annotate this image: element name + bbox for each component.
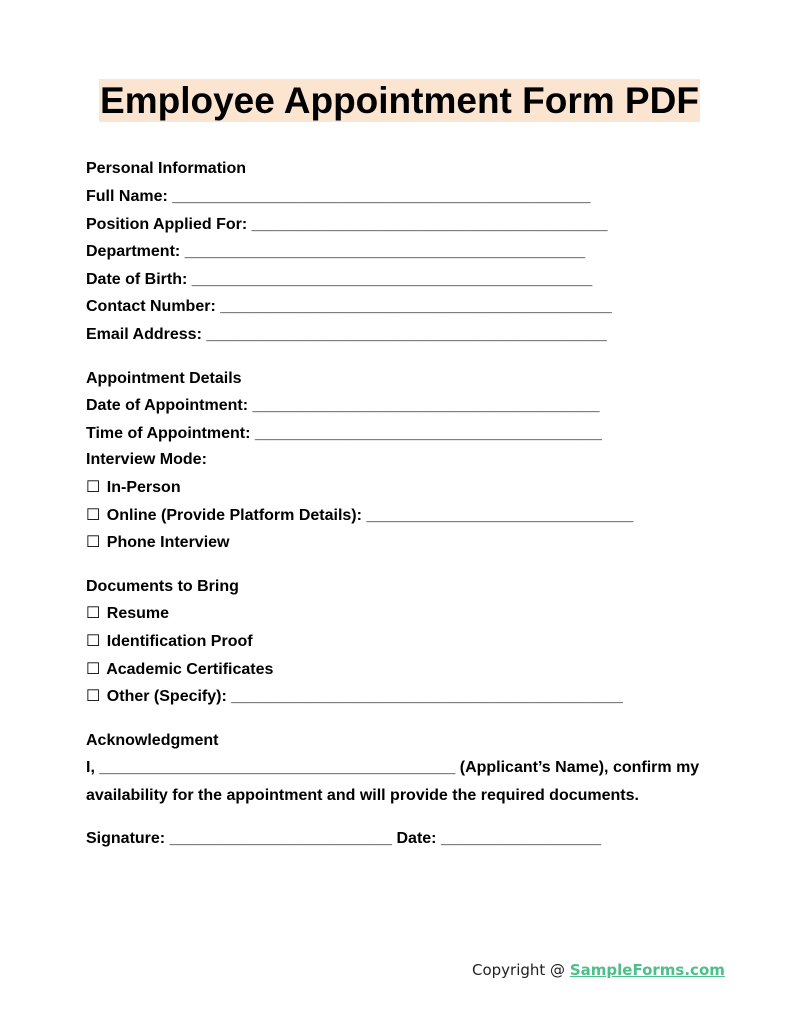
- signature-blank[interactable]: _________________________: [169, 830, 393, 847]
- checkbox-icon[interactable]: ☐: [86, 605, 101, 622]
- option-label: Other (Specify):: [106, 688, 227, 705]
- checkbox-icon[interactable]: ☐: [86, 661, 101, 678]
- field-label: Department:: [86, 243, 181, 260]
- date-of-birth-field[interactable]: [86, 271, 592, 289]
- academic-certificates-checkbox[interactable]: [86, 661, 273, 679]
- field-blank[interactable]: ______________________________: [366, 507, 634, 524]
- email-field[interactable]: [86, 326, 607, 344]
- field-label: Date of Appointment:: [86, 397, 249, 414]
- acknowledgment-line-1: [86, 759, 699, 777]
- signature-row: [86, 830, 601, 848]
- field-blank[interactable]: _____________________________________________: [184, 243, 586, 260]
- online-checkbox[interactable]: [86, 507, 633, 525]
- copyright-text: Copyright @: [472, 961, 570, 979]
- field-blank[interactable]: ________________________________________: [251, 216, 608, 233]
- field-blank[interactable]: _____________________________________________: [206, 326, 607, 343]
- field-label: Time of Appointment:: [86, 425, 251, 442]
- checkbox-icon[interactable]: ☐: [86, 633, 101, 650]
- checkbox-icon[interactable]: ☐: [86, 507, 101, 524]
- field-label: Position Applied For:: [86, 216, 248, 233]
- phone-interview-checkbox[interactable]: [86, 534, 230, 552]
- field-blank[interactable]: _______________________________________: [252, 397, 600, 414]
- resume-checkbox[interactable]: [86, 605, 169, 623]
- option-label: Identification Proof: [106, 633, 253, 650]
- checkbox-icon[interactable]: ☐: [86, 688, 101, 705]
- full-name-field[interactable]: [86, 188, 590, 206]
- appointment-time-field[interactable]: [86, 425, 602, 443]
- ack-prefix: I,: [86, 759, 95, 776]
- field-label: Contact Number:: [86, 298, 216, 315]
- other-checkbox[interactable]: [86, 688, 623, 706]
- option-label: In-Person: [106, 479, 181, 496]
- field-blank[interactable]: _______________________________________________: [172, 188, 591, 205]
- section-heading-appointment: Appointment Details: [86, 370, 242, 387]
- field-label: Email Address:: [86, 326, 202, 343]
- field-label: Date of Birth:: [86, 271, 188, 288]
- ack-suffix: (Applicant’s Name), confirm my: [459, 759, 700, 776]
- signature-label: Signature:: [86, 830, 166, 847]
- position-field[interactable]: [86, 216, 608, 234]
- applicant-name-blank[interactable]: ________________________________________: [99, 759, 456, 776]
- field-label: Full Name:: [86, 188, 168, 205]
- acknowledgment-line-2: availability for the appointment and will provide the required documents.: [86, 787, 639, 804]
- option-label: Academic Certificates: [106, 661, 274, 678]
- interview-mode-label: Interview Mode:: [86, 451, 207, 468]
- field-blank[interactable]: _____________________________________________: [191, 271, 593, 288]
- section-heading-acknowledgment: Acknowledgment: [86, 732, 219, 749]
- brand-link[interactable]: SampleForms.com: [569, 961, 725, 979]
- contact-number-field[interactable]: [86, 298, 612, 316]
- option-label: Resume: [106, 605, 170, 622]
- in-person-checkbox[interactable]: [86, 479, 181, 497]
- field-blank[interactable]: ____________________________________________: [231, 688, 623, 705]
- department-field[interactable]: [86, 243, 585, 261]
- id-proof-checkbox[interactable]: [86, 633, 253, 651]
- field-blank[interactable]: ____________________________________________: [220, 298, 612, 315]
- checkbox-icon[interactable]: ☐: [86, 479, 101, 496]
- section-heading-documents: Documents to Bring: [86, 578, 239, 595]
- option-label: Phone Interview: [106, 534, 230, 551]
- checkbox-icon[interactable]: ☐: [86, 534, 101, 551]
- page-title: Employee Appointment Form PDF: [100, 80, 699, 121]
- signature-date-blank[interactable]: __________________: [440, 830, 602, 847]
- copyright-footer: [472, 961, 725, 979]
- option-label: Online (Provide Platform Details):: [106, 507, 362, 524]
- section-heading-personal: Personal Information: [86, 160, 247, 177]
- appointment-date-field[interactable]: [86, 397, 600, 415]
- field-blank[interactable]: _______________________________________: [254, 425, 602, 442]
- signature-date-label: Date:: [396, 830, 437, 847]
